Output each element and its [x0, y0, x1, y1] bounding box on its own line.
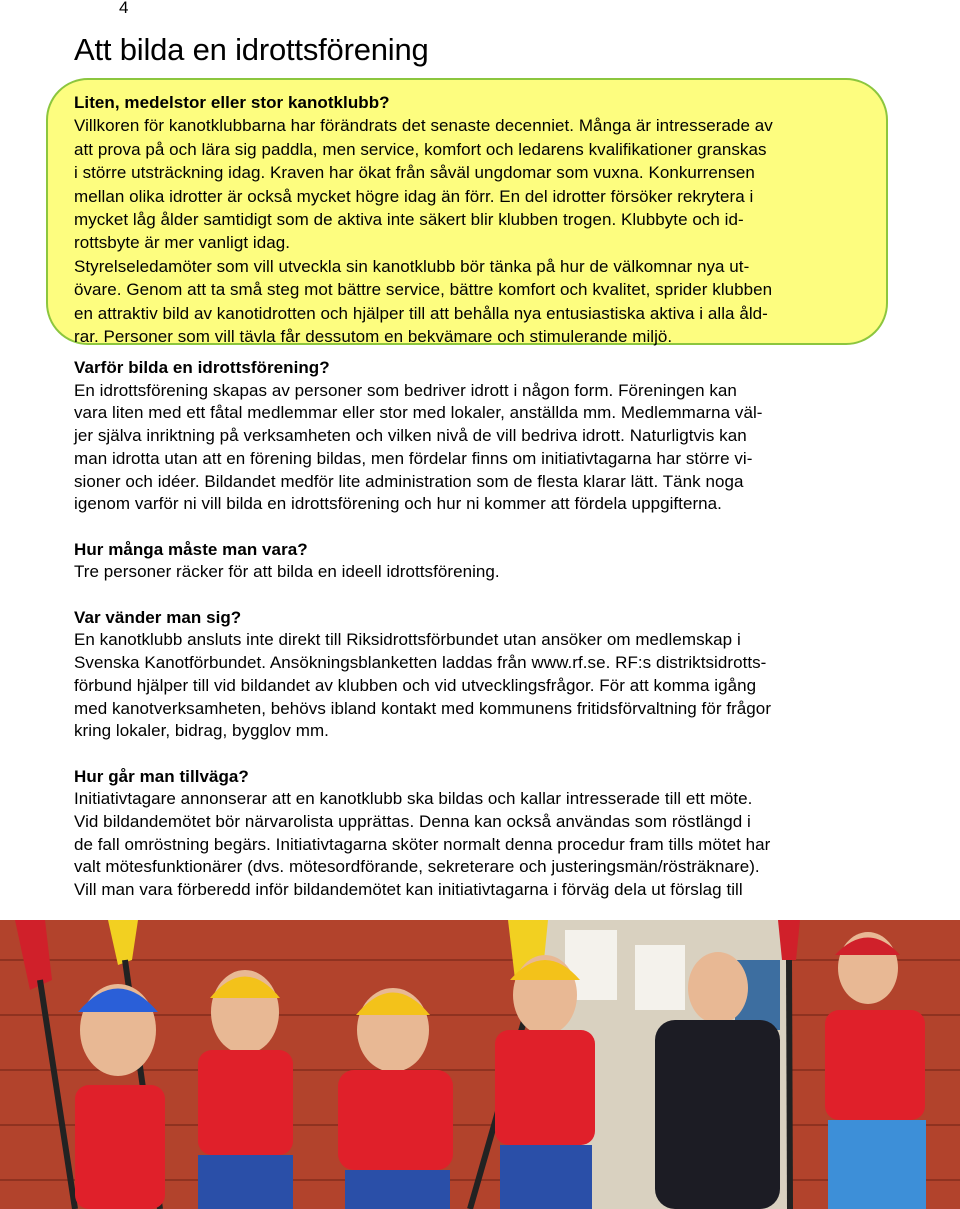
- paragraph-line: de fall omröstning begärs. Initiativtagarna sköter normalt denna procedur fram tills mötet har: [74, 834, 771, 854]
- paragraph-line: sioner och idéer. Bildandet medför lite administration som de flesta klarar lätt. Tänk noga: [74, 471, 744, 491]
- callout-text: [74, 91, 874, 348]
- section-heading: Varför bilda en idrottsförening?: [74, 358, 330, 377]
- paragraph-line: med kanotverksamheten, behövs ibland kontakt med kommunens fritidsförvaltning för frågor: [74, 698, 772, 718]
- callout-line: övare. Genom att ta små steg mot bättre service, bättre komfort och kvalitet, sprider klubben: [74, 280, 773, 300]
- paddle-shaft: [789, 960, 790, 1209]
- section-how-to: [74, 766, 894, 902]
- callout-line: Villkoren för kanotklubbarna har förändrats det senaste decenniet. Många är intresserade av: [74, 116, 773, 136]
- paragraph-line: kring lokaler, bidrag, bygglov mm.: [74, 721, 329, 741]
- paragraph-line: valt mötesfunktionärer (dvs. mötesordförande, sekreterare och justeringsmän/rösträknare).: [74, 857, 760, 877]
- paragraph-line: En idrottsförening skapas av personer som bedriver idrott i någon form. Föreningen kan: [74, 380, 737, 400]
- paragraph-line: vara liten med ett fåtal medlemmar eller stor med lokaler, anställda mm. Medlemmarna väl-: [74, 403, 763, 423]
- callout-line: att prova på och lära sig paddla, men service, komfort och ledarens kvalifikationer granskas: [74, 139, 767, 159]
- callout-line: Styrelseledamöter som vill utveckla sin kanotklubb bör tänka på hur de välkomnar nya ut-: [74, 256, 750, 276]
- paragraph-line: jer själva inriktning på verksamheten och vilken nivå de vill bedriva idrott. Naturligtvis kan: [74, 426, 747, 446]
- kayakers-photo: [0, 920, 960, 1209]
- body-sections: [74, 357, 894, 925]
- section-how-many: [74, 539, 894, 584]
- person-1: [75, 984, 165, 1209]
- paragraph-line: Vill man vara förberedd inför bildandemötet kan initiativtagarna i förväg dela ut förslag till: [74, 880, 743, 900]
- paragraph-line: igenom varför ni vill bilda en idrottsförening och hur ni kommer att fördela uppgifterna.: [74, 494, 722, 514]
- page-title: Att bilda en idrottsförening: [74, 32, 429, 67]
- callout-line: mycket låg ålder samtidigt som de aktiva inte säkert blir klubben trogen. Klubbyte och id-: [74, 210, 744, 230]
- section-why: [74, 357, 894, 516]
- paragraph-line: En kanotklubb ansluts inte direkt till Riksidrottsförbundet utan ansöker om medlemskap i: [74, 630, 741, 650]
- notice-paper: [635, 945, 685, 1010]
- callout-line: rottsbyte är mer vanligt idag.: [74, 233, 290, 253]
- paragraph-line: Vid bildandemötet bör närvarolista upprättas. Denna kan också användas som röstlängd i: [74, 812, 751, 832]
- section-where: [74, 607, 894, 743]
- callout-line: en attraktiv bild av kanotidrotten och hjälper till att behålla nya entusiastiska aktiva i alla åld-: [74, 303, 768, 323]
- paragraph-line: man idrotta utan att en förening bildas, men fördelar finns om initiativtagarna har större vi-: [74, 448, 753, 468]
- section-heading: Hur går man tillväga?: [74, 766, 249, 786]
- callout-line: i större utsträckning idag. Kraven har ökat från såväl ungdomar som vuxna. Konkurrensen: [74, 163, 755, 183]
- page-number: 4: [119, 0, 129, 17]
- paragraph-line: förbund hjälper till vid bildandet av klubben och vid utvecklingsfrågor. För att komma igång: [74, 675, 757, 695]
- callout-line: mellan olika idrotter är också mycket högre idag än förr. En del idrotter försöker rekrytera i: [74, 186, 754, 206]
- section-heading: Hur många måste man vara?: [74, 539, 308, 559]
- callout-line: rar. Personer som vill tävla får dessutom en bekvämare och stimulerande miljö.: [74, 327, 673, 347]
- paragraph-line: Tre personer räcker för att bilda en ideell idrottsförening.: [74, 562, 500, 582]
- paragraph-line: Initiativtagare annonserar att en kanotklubb ska bildas och kallar intresserade till ett möte.: [74, 789, 753, 809]
- callout-heading: Liten, medelstor eller stor kanotklubb?: [74, 93, 390, 112]
- paragraph-line: Svenska Kanotförbundet. Ansökningsblanketten laddas från www.rf.se. RF:s distriktsidrotts-: [74, 653, 767, 673]
- section-heading: Var vänder man sig?: [74, 607, 242, 627]
- kayakers-photo-illustration: [0, 920, 960, 1209]
